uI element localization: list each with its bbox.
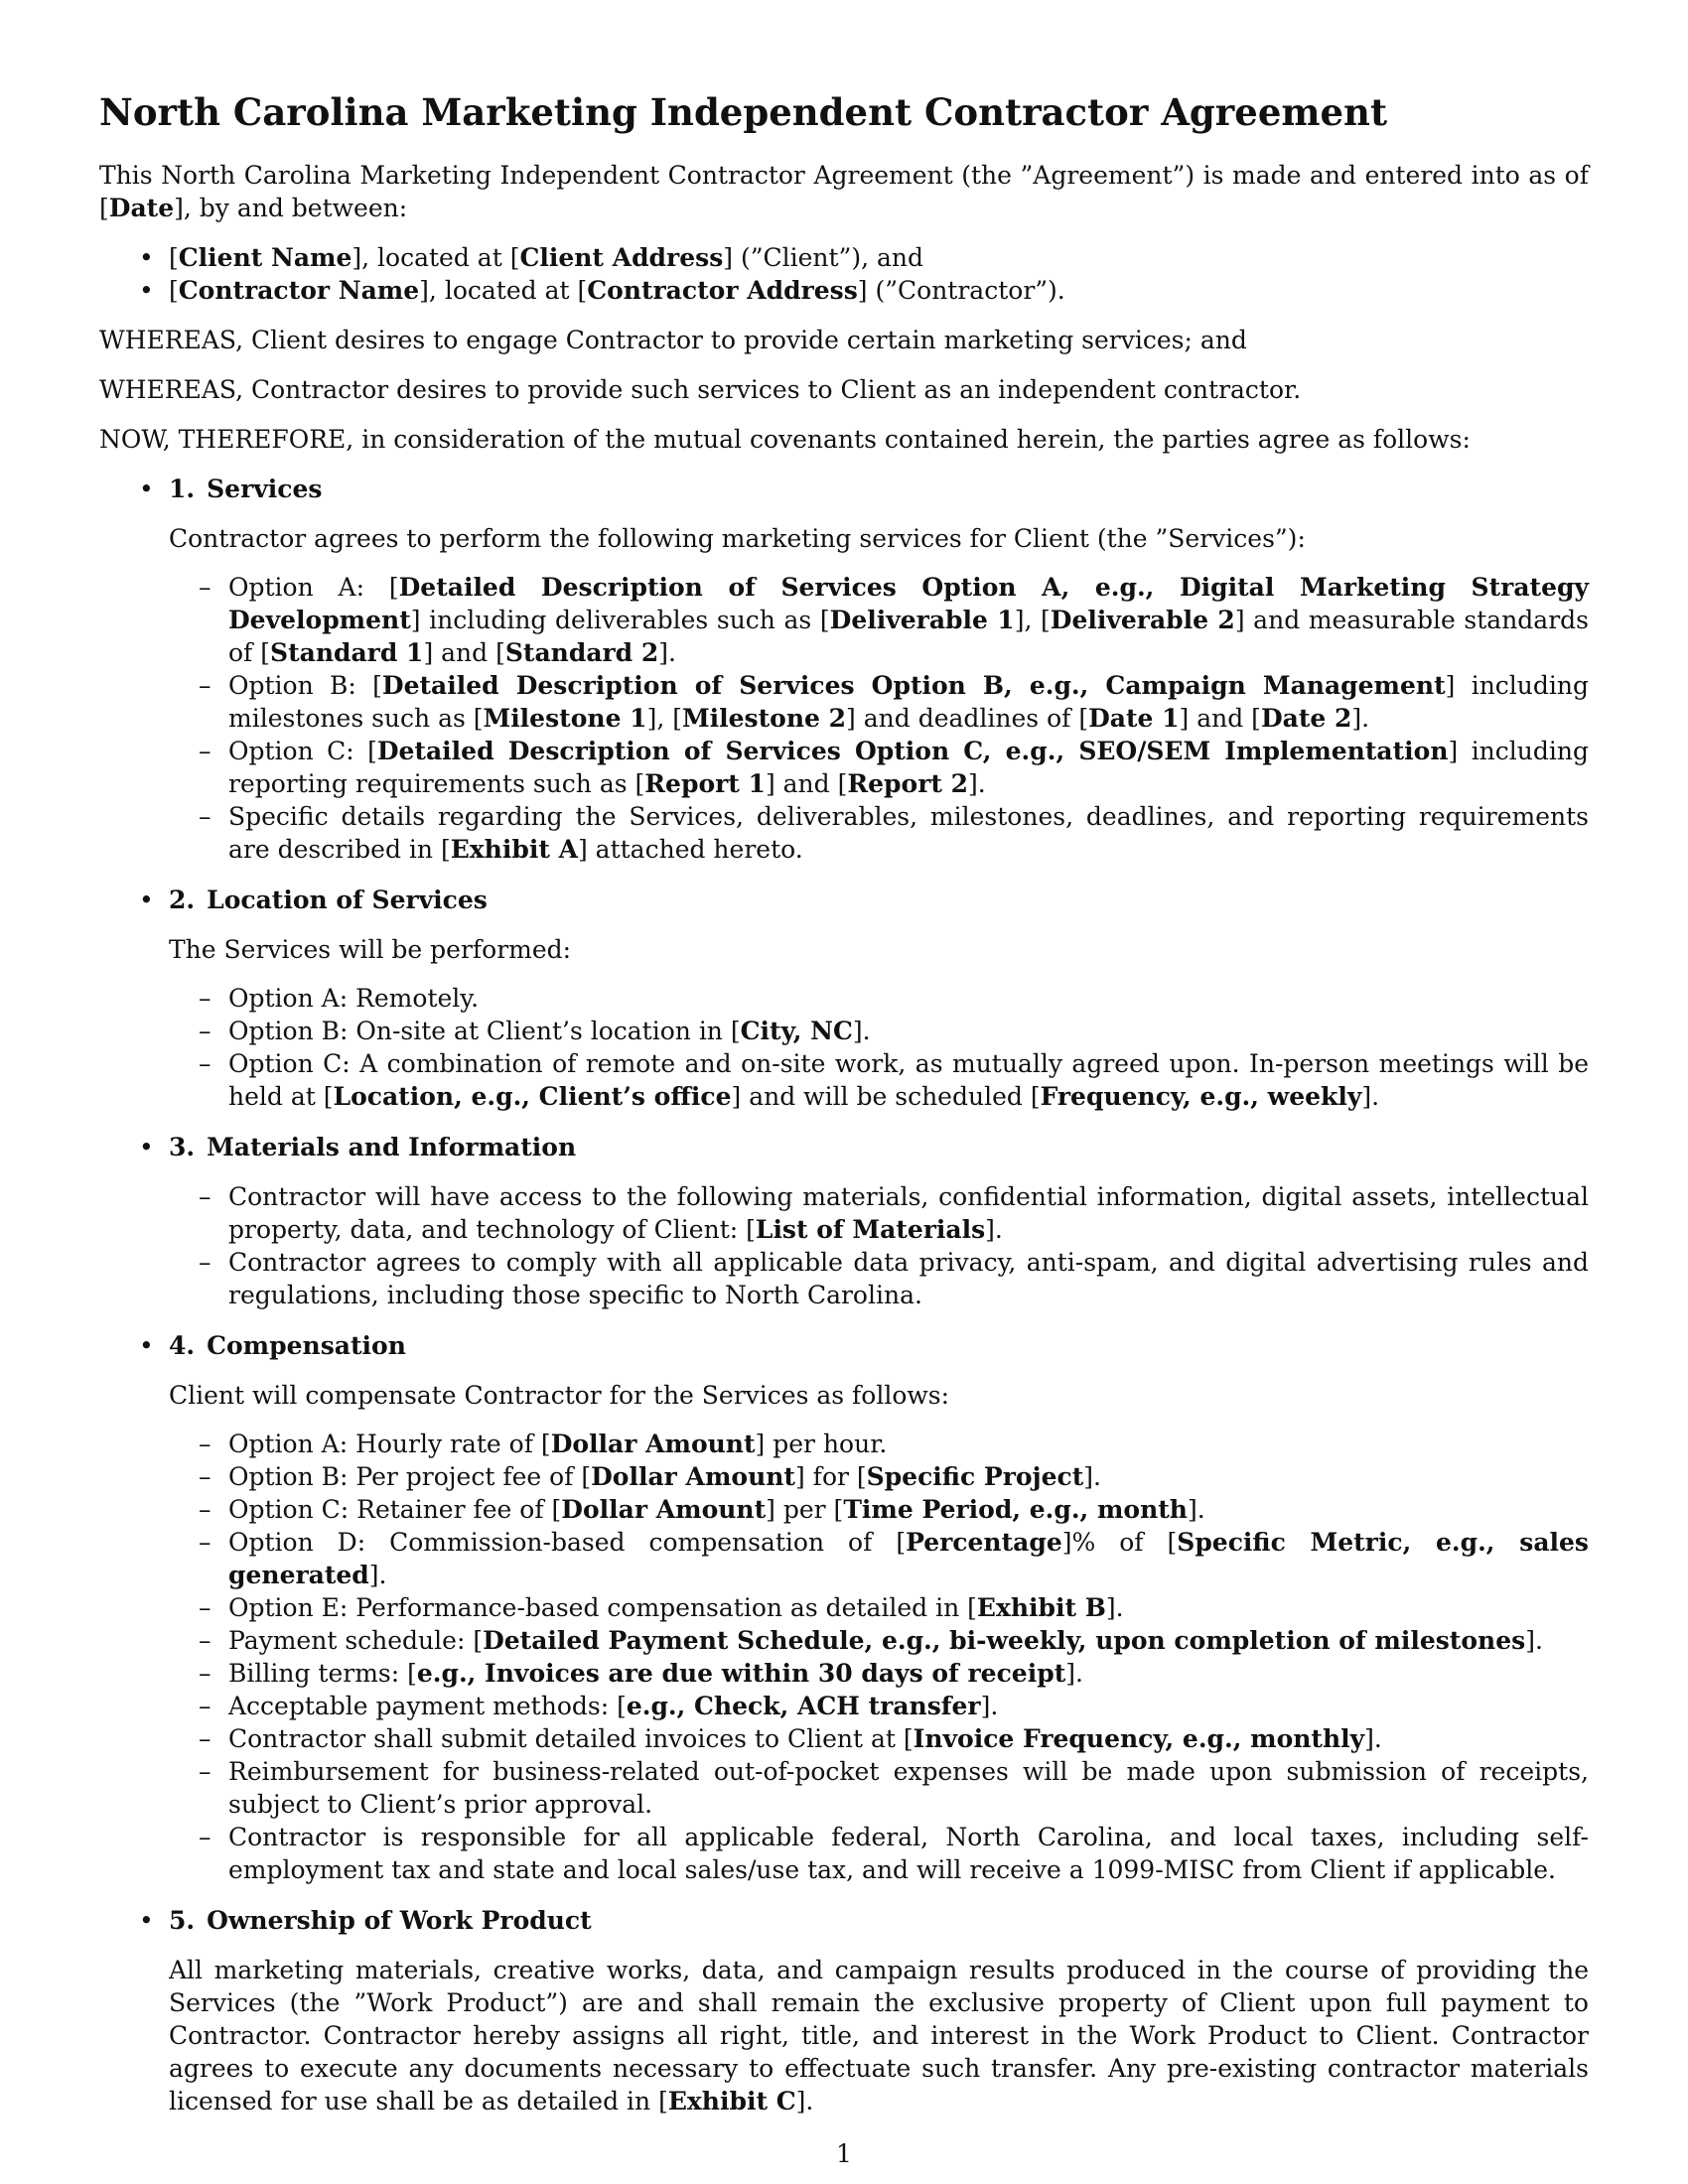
dash-icon: – <box>199 1528 211 1557</box>
option-text: Option D: Commission-based compensation of [ <box>228 1528 907 1557</box>
services-details <box>169 800 1589 866</box>
option-text: ] for [ <box>794 1462 867 1491</box>
dash-icon: – <box>199 1823 211 1851</box>
placeholder: e.g., Invoices are due within 30 days of receipt <box>416 1659 1066 1688</box>
section-number: 1. <box>169 475 196 503</box>
placeholder: Time Period, e.g., month <box>843 1495 1188 1524</box>
placeholder: Detailed Description of Services Option B, e.g., Campaign Management <box>381 671 1446 700</box>
option-text: ] including milestones such as [ <box>228 671 1590 733</box>
section-intro: Contractor agrees to perform the following marketing services for Client (the ”Services”): <box>169 524 1306 553</box>
intro-paragraph <box>99 159 1589 224</box>
section-title: Compensation <box>207 1331 406 1360</box>
placeholder: Dollar Amount <box>561 1495 767 1524</box>
taxes <box>169 1821 1589 1886</box>
bullet-icon: • <box>139 1331 154 1360</box>
intro-text: This North Carolina Marketing Independent Contractor Agreement (the ”Agreement”) is made and entered into as of [ <box>99 161 1589 222</box>
location-options-list <box>169 982 1589 1113</box>
placeholder: Invoice Frequency, e.g., monthly <box>913 1724 1365 1753</box>
section-heading <box>169 473 1589 505</box>
party-contractor: • [Contractor Name], located at [Contractor Address] (”Contractor”). <box>139 276 1065 305</box>
option-text: ] and will be scheduled [ <box>731 1082 1041 1111</box>
option-text: ]% of [ <box>1061 1528 1178 1557</box>
option-text: ]. <box>368 1561 387 1589</box>
placeholder: Milestone 1 <box>483 704 647 733</box>
section-number: 2. <box>169 886 196 914</box>
parties-list <box>99 241 1589 307</box>
option-text: Option B: [ <box>228 671 382 700</box>
dash-icon: – <box>199 1626 211 1655</box>
whereas-clause-2: WHEREAS, Contractor desires to provide such services to Client as an independent contractor. <box>99 375 1302 404</box>
option-text: ] including reporting requirements such as [ <box>228 737 1589 798</box>
placeholder: List of Materials <box>755 1215 986 1244</box>
section-title: Ownership of Work Product <box>207 1906 592 1935</box>
option-text: ]. <box>1351 704 1370 733</box>
dash-icon: – <box>199 1724 211 1753</box>
section-title: Location of Services <box>207 886 488 914</box>
section-title: Materials and Information <box>207 1133 577 1161</box>
option-text: Billing terms: [ <box>228 1659 417 1688</box>
option-text: Option B: Per project fee of [ <box>228 1462 592 1491</box>
bullet-icon: • <box>139 1133 154 1161</box>
dash-icon: – <box>199 737 211 765</box>
option-text: ] and [ <box>765 769 848 798</box>
dash-icon: – <box>199 1495 211 1524</box>
contractor-name-placeholder: Contractor Name <box>178 276 420 305</box>
placeholder: Deliverable 2 <box>1050 606 1235 634</box>
compensation-option-b <box>169 1460 1589 1493</box>
placeholder: Specific Project <box>866 1462 1084 1491</box>
placeholder: Deliverable 1 <box>829 606 1015 634</box>
option-text: Option C: [ <box>228 737 377 765</box>
placeholder: Exhibit B <box>976 1593 1106 1622</box>
compensation-option-d <box>169 1526 1589 1591</box>
date-placeholder: Date <box>108 194 175 222</box>
client-address-placeholder: Client Address <box>519 243 724 272</box>
option-text: Option B: On-site at Client’s location in [ <box>228 1017 741 1045</box>
services-option-b <box>169 669 1589 735</box>
placeholder: City, NC <box>740 1017 853 1045</box>
bullet-icon: • <box>139 886 154 914</box>
section-location <box>99 884 1589 1113</box>
party-text: ], located at [ <box>419 276 588 305</box>
dash-icon: – <box>199 1659 211 1688</box>
option-text: Option A: [ <box>228 573 399 602</box>
page-number: 1 <box>836 2139 852 2168</box>
party-role: ] (”Client”), and <box>723 243 923 272</box>
option-text: ]. <box>968 769 986 798</box>
party-text: ], located at [ <box>352 243 520 272</box>
placeholder: Dollar Amount <box>550 1430 756 1458</box>
section-intro: Client will compensate Contractor for the Services as follows: <box>169 1381 950 1410</box>
document-body <box>99 87 1589 2135</box>
option-text: ] and [ <box>423 638 505 667</box>
compensation-list <box>169 1428 1589 1886</box>
work-product-paragraph <box>169 1954 1589 2117</box>
placeholder: Detailed Description of Services Option C, e.g., SEO/SEM Implementation <box>376 737 1449 765</box>
placeholder: Report 1 <box>644 769 766 798</box>
client-name-placeholder: Client Name <box>178 243 352 272</box>
bullet-icon: • <box>139 243 154 272</box>
option-text: Reimbursement for business-related out-of-pocket expenses will be made upon submission of receipts, subject to Client’s prior approval. <box>228 1757 1589 1819</box>
section-title: Services <box>207 475 323 503</box>
placeholder: Dollar Amount <box>591 1462 795 1491</box>
placeholder: Report 2 <box>847 769 969 798</box>
option-text: Contractor agrees to comply with all applicable data privacy, anti-spam, and digital advertising rules and regulations, including those specific to North Carolina. <box>228 1248 1589 1309</box>
placeholder: Standard 1 <box>270 638 424 667</box>
placeholder: Date 1 <box>1088 704 1180 733</box>
dash-icon: – <box>199 1593 211 1622</box>
placeholder: Frequency, e.g., weekly <box>1040 1082 1362 1111</box>
placeholder: Detailed Payment Schedule, e.g., bi-weekly, upon completion of milestones <box>483 1626 1526 1655</box>
materials-compliance <box>169 1246 1589 1311</box>
dash-icon: – <box>199 1757 211 1786</box>
section-work-product <box>99 1904 1589 2117</box>
section-intro: The Services will be performed: <box>169 935 572 964</box>
option-text: Contractor will have access to the following materials, confidential information, digital assets, intellectual property, data, and technology of Client: [ <box>228 1182 1589 1244</box>
placeholder: Percentage <box>906 1528 1062 1557</box>
placeholder: Location, e.g., Client’s office <box>333 1082 732 1111</box>
section-services <box>99 473 1589 866</box>
dash-icon: – <box>199 1049 211 1078</box>
services-option-c <box>169 735 1589 800</box>
option-text: ], [ <box>1014 606 1051 634</box>
dash-icon: – <box>199 1248 211 1277</box>
dash-icon: – <box>199 802 211 831</box>
party-client: • [Client Name], located at [Client Address] (”Client”), and <box>139 243 923 272</box>
option-text: ] per [ <box>766 1495 844 1524</box>
option-text: Acceptable payment methods: [ <box>228 1692 627 1720</box>
option-text: Specific details regarding the Services, deliverables, milestones, deadlines, and reporting requirements are described in [ <box>228 802 1589 864</box>
option-text: Option E: Performance-based compensation as detailed in [ <box>228 1593 977 1622</box>
placeholder: Detailed Description of Services Option A, e.g., Digital Marketing Strategy Development <box>228 573 1589 634</box>
section-materials <box>99 1131 1589 1311</box>
option-text: ] and deadlines of [ <box>846 704 1089 733</box>
section-heading <box>169 1131 1589 1163</box>
materials-list <box>169 1180 1589 1311</box>
location-option-a <box>169 982 1589 1015</box>
reimbursement <box>169 1755 1589 1821</box>
option-text: ]. <box>1361 1082 1380 1111</box>
billing-terms <box>169 1657 1589 1690</box>
intro-text-end: ], by and between: <box>174 194 408 222</box>
option-text: Payment schedule: [ <box>228 1626 484 1655</box>
document-title: North Carolina Marketing Independent Contractor Agreement <box>99 90 1388 134</box>
placeholder: Milestone 2 <box>681 704 847 733</box>
placeholder: Exhibit A <box>450 835 578 864</box>
section-number: 5. <box>169 1906 196 1935</box>
option-text: ] attached hereto. <box>577 835 803 864</box>
location-option-c <box>169 1047 1589 1113</box>
option-text: ]. <box>1525 1626 1543 1655</box>
option-text: Option C: A combination of remote and on-site work, as mutually agreed upon. In-person meetings will be held at [ <box>228 1049 1589 1111</box>
section-heading <box>169 1904 1589 1937</box>
section-heading <box>169 1329 1589 1362</box>
compensation-option-e <box>169 1591 1589 1624</box>
placeholder: Specific Metric, e.g., sales generated <box>228 1528 1589 1589</box>
option-text: ]. <box>1065 1659 1083 1688</box>
option-text: ]. <box>1083 1462 1101 1491</box>
option-text: ]. <box>1105 1593 1124 1622</box>
dash-icon: – <box>199 984 211 1013</box>
dash-icon: – <box>199 1017 211 1045</box>
option-text: ] including deliverables such as [ <box>410 606 830 634</box>
option-text: Option A: Hourly rate of [ <box>228 1430 551 1458</box>
option-text: Contractor is responsible for all applicable federal, North Carolina, and local taxes, including self-employment tax and state and local sales/use tax, and will receive a 1099-MISC from Client if applicable. <box>228 1823 1589 1884</box>
payment-methods <box>169 1690 1589 1722</box>
dash-icon: – <box>199 573 211 602</box>
option-text: Contractor shall submit detailed invoices to Client at [ <box>228 1724 914 1753</box>
payment-schedule <box>169 1624 1589 1657</box>
option-text: ], [ <box>646 704 682 733</box>
section-heading <box>169 884 1589 916</box>
placeholder: e.g., Check, ACH transfer <box>626 1692 981 1720</box>
whereas-clause-1: WHEREAS, Client desires to engage Contractor to provide certain marketing services; and <box>99 326 1247 354</box>
services-option-a <box>169 571 1589 669</box>
now-therefore-clause: NOW, THEREFORE, in consideration of the mutual covenants contained herein, the parties agree as follows: <box>99 425 1471 454</box>
dash-icon: – <box>199 1692 211 1720</box>
services-options-list <box>169 571 1589 866</box>
option-text: ]. <box>980 1692 999 1720</box>
invoice-frequency <box>169 1722 1589 1755</box>
section-number: 4. <box>169 1331 196 1360</box>
compensation-option-a <box>169 1428 1589 1460</box>
bullet-icon: • <box>139 475 154 503</box>
option-text: ]. <box>1187 1495 1205 1524</box>
option-text: ]. <box>852 1017 871 1045</box>
contractor-address-placeholder: Contractor Address <box>587 276 858 305</box>
option-text: Option C: Retainer fee of [ <box>228 1495 562 1524</box>
placeholder: Date 2 <box>1260 704 1352 733</box>
bullet-icon: • <box>139 276 154 305</box>
section-compensation <box>99 1329 1589 1886</box>
bullet-icon: • <box>139 1906 154 1935</box>
option-text: ] and [ <box>1179 704 1261 733</box>
location-option-b <box>169 1015 1589 1047</box>
dash-icon: – <box>199 1430 211 1458</box>
dash-icon: – <box>199 1462 211 1491</box>
compensation-option-c <box>169 1493 1589 1526</box>
party-role: ] (”Contractor”). <box>857 276 1065 305</box>
option-text: ] per hour. <box>755 1430 888 1458</box>
dash-icon: – <box>199 1182 211 1211</box>
section-number: 3. <box>169 1133 196 1161</box>
paragraph-text: ]. <box>795 2087 814 2116</box>
option-text: ]. <box>658 638 676 667</box>
option-text: Option A: Remotely. <box>228 984 480 1013</box>
option-text: ]. <box>1364 1724 1382 1753</box>
dash-icon: – <box>199 671 211 700</box>
placeholder: Standard 2 <box>504 638 659 667</box>
placeholder: Exhibit C <box>667 2087 796 2116</box>
option-text: ] and measurable standards of [ <box>228 606 1589 667</box>
paragraph-text: All marketing materials, creative works, data, and campaign results produced in the course of providing the Services (the ”Work Product”) are and shall remain the exclusive property of Client upon full payment to Contractor. Contractor hereby assigns all right, title, and interest in the Work Product to Client. Contractor agrees to execute any documents necessary to effectuate such transfer. Any pre-existing contractor materials licensed for use shall be as detailed in [ <box>169 1956 1589 2116</box>
materials-access <box>169 1180 1589 1246</box>
option-text: ]. <box>985 1215 1003 1244</box>
